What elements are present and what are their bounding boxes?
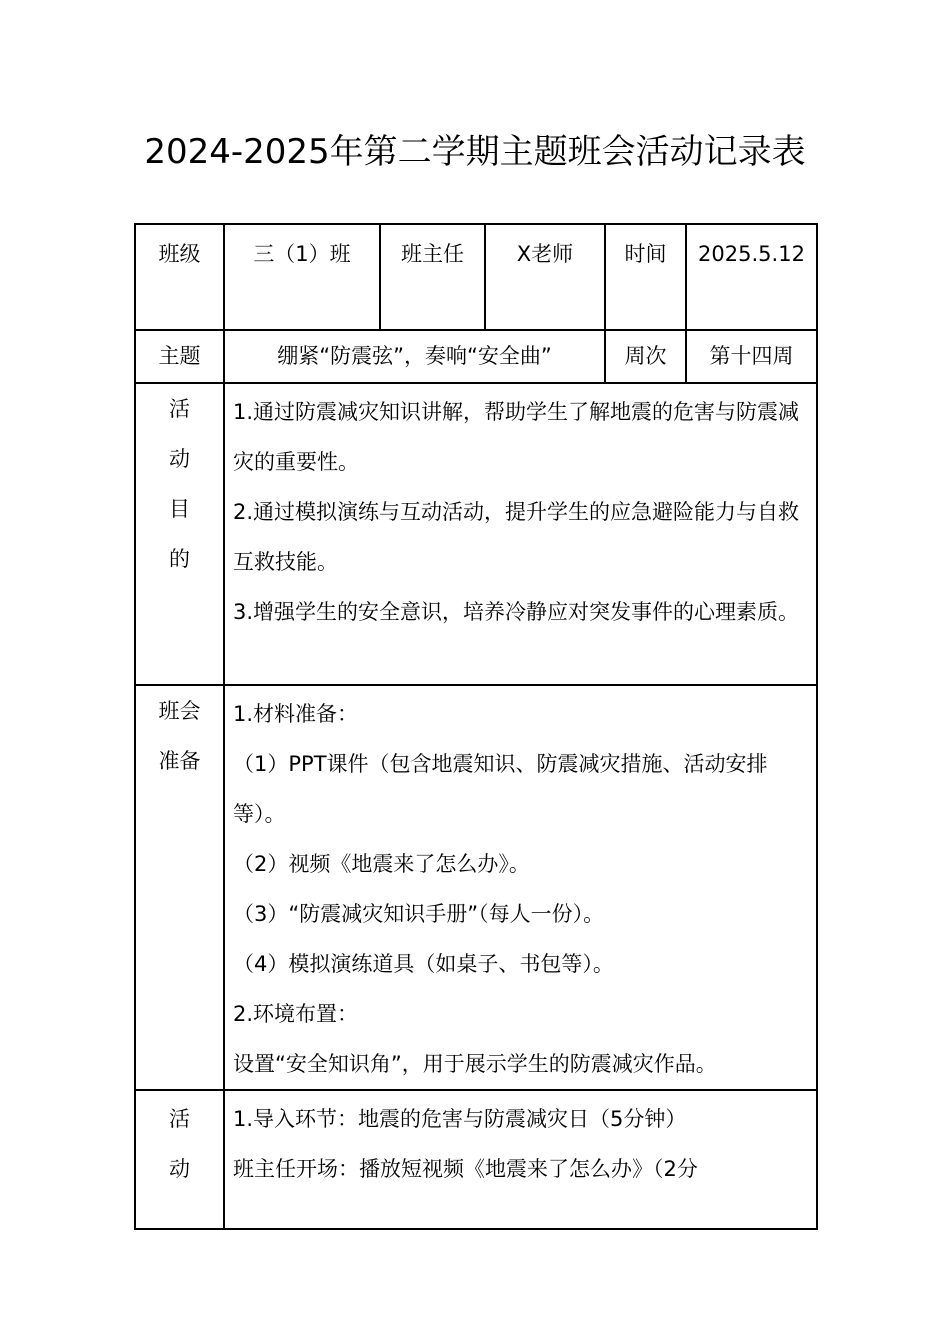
preparation-item: （3）“防震减灾知识手册”（每人一份）。 [233, 902, 605, 926]
purpose-label-char: 活 [169, 397, 190, 421]
teacher-value: X老师 [485, 224, 605, 330]
preparation-item: 设置“安全知识角”，用于展示学生的防震减灾作品。 [233, 1052, 717, 1076]
purpose-label [135, 383, 224, 685]
class-value: 三（1）班 [224, 224, 380, 330]
theme-row [135, 330, 817, 383]
purpose-label-char: 的 [169, 547, 190, 571]
process-item: 1.导入环节：地震的危害与防震减灾日（5分钟） [233, 1107, 687, 1131]
purpose-item: 2.通过模拟演练与互动活动，提升学生的应急避险能力与自救互救技能。 [233, 500, 800, 574]
purpose-label-char: 目 [169, 497, 190, 521]
theme-label: 主题 [135, 330, 224, 383]
purpose-item: 1.通过防震减灾知识讲解，帮助学生了解地震的危害与防震减灾的重要性。 [233, 400, 800, 474]
class-label: 班级 [135, 224, 224, 330]
teacher-label: 班主任 [380, 224, 485, 330]
purpose-label-char: 动 [169, 447, 190, 471]
purpose-item: 3.增强学生的安全意识，培养冷静应对突发事件的心理素质。 [233, 600, 800, 624]
header-row [135, 224, 817, 330]
preparation-item: （2）视频《地震来了怎么办》。 [233, 852, 530, 876]
record-table [134, 223, 818, 1230]
purpose-row [135, 383, 817, 685]
preparation-item: 2.环境布置： [233, 1002, 359, 1026]
preparation-label-line: 班会 [158, 699, 201, 723]
preparation-item: 1.材料准备： [233, 702, 359, 726]
time-label: 时间 [605, 224, 686, 330]
preparation-item: （1）PPT课件（包含地震知识、防震减灾措施、活动安排等）。 [233, 752, 768, 826]
preparation-label-line: 准备 [158, 749, 201, 773]
process-label-char: 活 [169, 1107, 190, 1131]
process-label [135, 1090, 224, 1229]
process-content [224, 1090, 817, 1229]
process-row [135, 1090, 817, 1229]
process-item: 班主任开场：播放短视频《地震来了怎么办》（2分 [233, 1157, 698, 1181]
purpose-content [224, 383, 817, 685]
preparation-content [224, 685, 817, 1090]
time-value: 2025.5.12 [686, 224, 817, 330]
week-value: 第十四周 [686, 330, 817, 383]
process-label-char: 动 [169, 1157, 190, 1181]
preparation-label [135, 685, 224, 1090]
preparation-item: （4）模拟演练道具（如桌子、书包等）。 [233, 952, 614, 976]
preparation-row [135, 685, 817, 1090]
week-label: 周次 [605, 330, 686, 383]
page-title: 2024-2025年第二学期主题班会活动记录表 [144, 132, 806, 172]
theme-value: 绷紧“防震弦”，奏响“安全曲” [224, 330, 605, 383]
